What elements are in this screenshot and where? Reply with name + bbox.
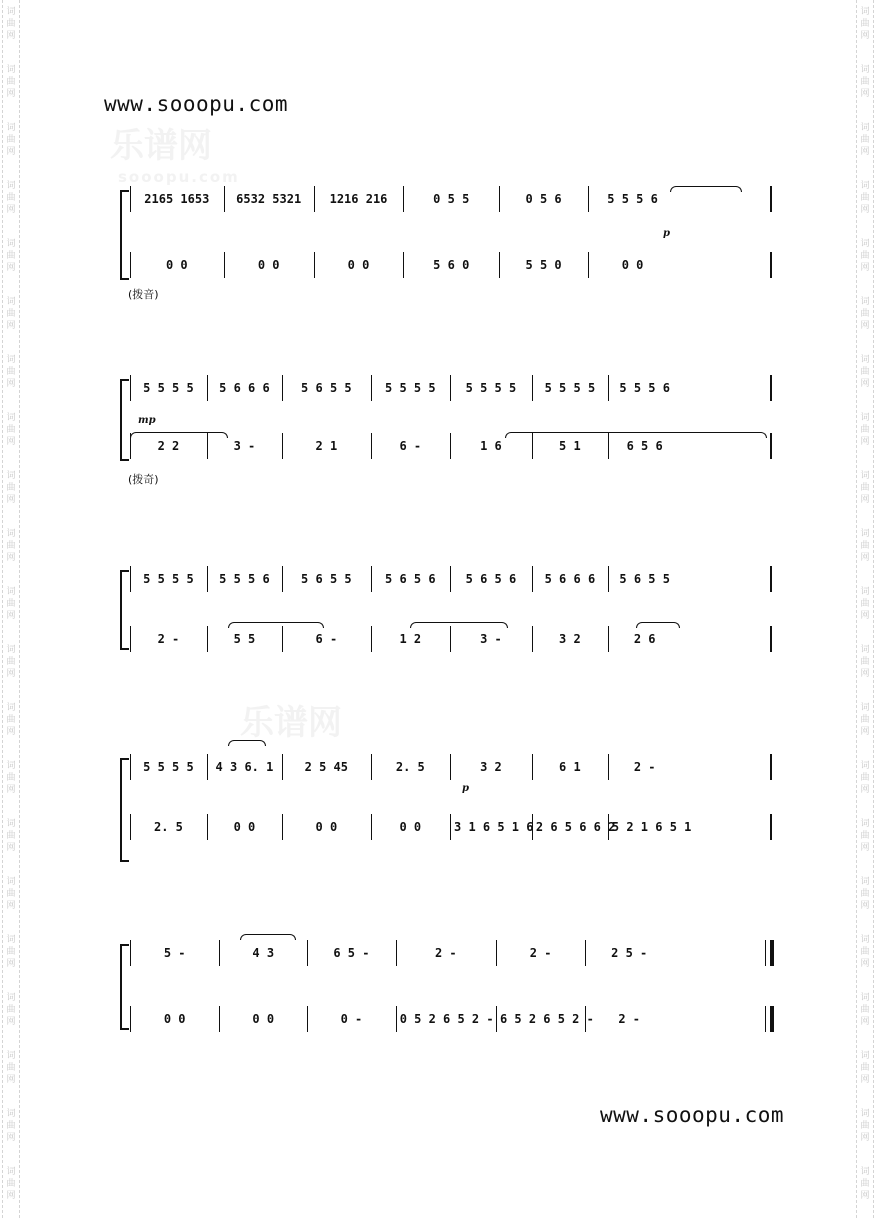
measure: 5 6 5 5 (619, 572, 670, 586)
barline (307, 940, 308, 966)
score-system (120, 940, 770, 1034)
barline (450, 754, 451, 780)
score-system (120, 566, 770, 654)
pizzicato-label: (拨音) (128, 288, 159, 301)
barline (499, 252, 500, 278)
barline (130, 626, 131, 652)
barline (130, 940, 131, 966)
measure: 4 3 (252, 946, 275, 960)
measure: 0 0 (233, 820, 256, 834)
side-watermark-text: 词 曲 网 (6, 1109, 16, 1143)
barline (130, 754, 131, 780)
measure: 3 2 (559, 632, 581, 646)
side-watermark-text: 词 曲 网 (860, 7, 870, 41)
barline (371, 375, 372, 401)
measure: 2 - (529, 946, 552, 960)
measure: 5 6 6 6 (544, 572, 596, 586)
barline (371, 814, 372, 840)
faint-watermark-sub: sooopu.com (118, 168, 240, 186)
measure: 5 5 5 5 (143, 381, 194, 395)
measure: 2. 5 (153, 820, 183, 834)
side-watermark-text: 词 曲 网 (860, 703, 870, 737)
site-url-top[interactable]: www.sooopu.com (104, 92, 289, 116)
upper-staff (130, 375, 770, 405)
barline (207, 754, 208, 780)
barline (219, 1006, 220, 1032)
barline (224, 186, 225, 212)
measure: 0 0 (257, 258, 280, 272)
upper-staff (130, 754, 770, 784)
measure: 2 - (434, 946, 457, 960)
system-brace (120, 758, 122, 862)
measure: 5 - (163, 946, 186, 960)
measure: 5 5 5 5 (143, 572, 194, 586)
measure: 5 6 5 6 (385, 572, 436, 586)
barline (307, 1006, 308, 1032)
measure: 0 5 5 (433, 192, 470, 206)
side-watermark-text: 词 曲 网 (860, 1167, 870, 1201)
faint-watermark: 乐谱网 (240, 703, 342, 743)
barline (499, 186, 500, 212)
left-watermark-column (2, 0, 20, 1218)
barline (608, 626, 609, 652)
slur (228, 622, 324, 628)
dynamic-marking: p (663, 228, 670, 239)
measure: 2 - (618, 1012, 641, 1026)
measure: 5 6 5 5 (301, 381, 352, 395)
slur (228, 740, 266, 746)
barline (403, 186, 404, 212)
measure: 2 1 (315, 439, 338, 453)
measure: 5 5 5 5 (385, 381, 436, 395)
side-watermark-text: 词 曲 网 (6, 877, 16, 911)
side-watermark-text: 词 曲 网 (6, 587, 16, 621)
measure: 5 5 5 6 (607, 192, 658, 206)
measure: 2 6 5 6 6 2 (535, 820, 616, 834)
measure: 5 5 5 6 (219, 572, 270, 586)
site-url-bottom[interactable]: www.sooopu.com (600, 1103, 785, 1127)
side-watermark-text: 词 曲 网 (860, 413, 870, 447)
barline (282, 433, 283, 459)
barline (770, 252, 772, 278)
measure: 5 5 5 5 (544, 381, 596, 395)
side-watermark-text: 词 曲 网 (6, 471, 16, 505)
system-brace (120, 570, 122, 650)
side-watermark-text: 词 曲 网 (6, 7, 16, 41)
barline (588, 186, 589, 212)
side-watermark-text: 词 曲 网 (6, 239, 16, 273)
side-watermark-text: 词 曲 网 (860, 761, 870, 795)
score-system (120, 754, 770, 866)
measure: 6 5 6 (626, 439, 663, 453)
side-watermark-text: 词 曲 网 (860, 993, 870, 1027)
barline (588, 252, 589, 278)
barline (608, 566, 609, 592)
slur (240, 934, 296, 940)
measure: 2 6 (633, 632, 656, 646)
system-brace (120, 379, 122, 461)
measure: 0 5 6 (525, 192, 562, 206)
measure: 2 2 (157, 439, 180, 453)
side-watermark-text: 词 曲 网 (6, 703, 16, 737)
measure: 3 1 6 5 1 6 (454, 820, 534, 834)
side-watermark-text: 词 曲 网 (860, 587, 870, 621)
barline (130, 252, 131, 278)
barline (371, 754, 372, 780)
side-watermark-text: 词 曲 网 (860, 181, 870, 215)
barline (371, 566, 372, 592)
barline (770, 375, 772, 401)
barline (770, 566, 772, 592)
barline (371, 433, 372, 459)
measure: 4 3 6. 1 (215, 760, 274, 774)
measure: 1 6 (480, 439, 502, 453)
barline (207, 626, 208, 652)
score-system (120, 375, 770, 465)
side-watermark-text: 词 曲 网 (6, 819, 16, 853)
right-watermark-column (856, 0, 874, 1218)
side-watermark-text: 词 曲 网 (860, 1109, 870, 1143)
side-watermark-text: 词 曲 网 (860, 471, 870, 505)
barline (532, 626, 533, 652)
barline (496, 1006, 497, 1032)
measure: 5 6 0 (433, 258, 470, 272)
barline (403, 252, 404, 278)
side-watermark-text: 词 曲 网 (6, 993, 16, 1027)
barline (496, 940, 497, 966)
barline (207, 566, 208, 592)
measure: 0 0 (252, 1012, 275, 1026)
barline (396, 1006, 397, 1032)
barline (282, 375, 283, 401)
final-barline (770, 940, 774, 966)
barline (282, 626, 283, 652)
measure: 5 5 5 5 (465, 381, 517, 395)
measure: 6 - (315, 632, 338, 646)
barline (608, 375, 609, 401)
measure: 5 5 0 (525, 258, 562, 272)
side-watermark-text: 词 曲 网 (6, 181, 16, 215)
measure: 5 1 (559, 439, 581, 453)
side-watermark-text: 词 曲 网 (6, 935, 16, 969)
barline (585, 1006, 586, 1032)
measure: 6 - (399, 439, 422, 453)
barline (450, 626, 451, 652)
system-brace (120, 944, 122, 1030)
side-watermark-text: 词 曲 网 (6, 645, 16, 679)
measure: 0 0 (347, 258, 370, 272)
measure: 0 0 (165, 258, 188, 272)
barline (532, 566, 533, 592)
measure: 5 6 5 5 (301, 572, 352, 586)
barline (396, 940, 397, 966)
measure: 5 6 6 6 (219, 381, 270, 395)
measure: 5 2 1 6 5 1 (611, 820, 692, 834)
measure: 3 - (233, 439, 256, 453)
side-watermark-text: 词 曲 网 (860, 123, 870, 157)
measure: 0 0 (621, 258, 644, 272)
pizzicato-label: (拨奇) (128, 473, 159, 486)
measure: 6532 5321 (236, 192, 302, 206)
barline (532, 375, 533, 401)
barline (450, 375, 451, 401)
side-watermark-text: 词 曲 网 (6, 65, 16, 99)
barline (585, 940, 586, 966)
slur (505, 432, 767, 438)
side-watermark-text: 词 曲 网 (860, 297, 870, 331)
final-barline (770, 1006, 774, 1032)
measure: 0 - (340, 1012, 363, 1026)
side-watermark-text: 词 曲 网 (860, 819, 870, 853)
side-watermark-text: 词 曲 网 (860, 65, 870, 99)
barline (219, 940, 220, 966)
side-watermark-text: 词 曲 网 (860, 1051, 870, 1085)
side-watermark-text: 词 曲 网 (860, 239, 870, 273)
dynamic-marking: mp (138, 415, 156, 426)
lower-staff (130, 1006, 770, 1036)
barline (450, 814, 451, 840)
barline (371, 626, 372, 652)
measure: 3 2 (480, 760, 502, 774)
barline (282, 814, 283, 840)
barline (450, 433, 451, 459)
lower-staff (130, 626, 770, 656)
side-watermark-text: 词 曲 网 (860, 355, 870, 389)
measure: 2 - (157, 632, 180, 646)
measure: 3 - (480, 632, 502, 646)
measure: 0 0 (399, 820, 422, 834)
upper-staff (130, 566, 770, 596)
measure: 0 0 (315, 820, 338, 834)
measure: 0 0 (163, 1012, 186, 1026)
slur (670, 186, 742, 192)
lower-staff (130, 814, 770, 844)
barline (770, 626, 772, 652)
side-watermark-text: 词 曲 网 (6, 297, 16, 331)
barline (224, 252, 225, 278)
barline (130, 375, 131, 401)
barline (130, 814, 131, 840)
measure: 0 5 2 6 5 2 - (399, 1012, 494, 1026)
barline (130, 1006, 131, 1032)
barline (130, 186, 131, 212)
barline (770, 814, 772, 840)
score-system (120, 186, 770, 284)
dynamic-marking: p (462, 783, 469, 794)
barline (608, 754, 609, 780)
measure: 2 5 - (611, 946, 648, 960)
side-watermark-text: 词 曲 网 (6, 123, 16, 157)
system-brace (120, 190, 122, 280)
measure: 5 5 (233, 632, 256, 646)
measure: 6 1 (559, 760, 581, 774)
barline (608, 814, 609, 840)
measure: 2. 5 (395, 760, 425, 774)
measure: 5 5 5 6 (619, 381, 670, 395)
barline (532, 814, 533, 840)
measure: 5 6 5 6 (465, 572, 517, 586)
measure: 6 5 - (333, 946, 370, 960)
barline (282, 754, 283, 780)
lower-staff (130, 252, 770, 282)
barline (314, 186, 315, 212)
barline (130, 566, 131, 592)
faint-watermark: 乐谱网 (110, 126, 212, 166)
barline (314, 252, 315, 278)
barline (770, 186, 772, 212)
slur (410, 622, 508, 628)
barline (450, 566, 451, 592)
side-watermark-text: 词 曲 网 (6, 529, 16, 563)
measure: 2 5 45 (304, 760, 349, 774)
side-watermark-text: 词 曲 网 (6, 1051, 16, 1085)
measure: 2 - (633, 760, 656, 774)
measure: 2165 1653 (144, 192, 210, 206)
side-watermark-text: 词 曲 网 (6, 1167, 16, 1201)
side-watermark-text: 词 曲 网 (6, 413, 16, 447)
barline (282, 566, 283, 592)
measure: 6 5 2 6 5 2 - (499, 1012, 594, 1026)
side-watermark-text: 词 曲 网 (860, 529, 870, 563)
measure: 1 2 (399, 632, 422, 646)
side-watermark-text: 词 曲 网 (860, 645, 870, 679)
barline (207, 375, 208, 401)
measure: 1216 216 (329, 192, 388, 206)
side-watermark-text: 词 曲 网 (860, 935, 870, 969)
side-watermark-text: 词 曲 网 (6, 761, 16, 795)
upper-staff (130, 940, 770, 970)
side-watermark-text: 词 曲 网 (6, 355, 16, 389)
slur (130, 432, 228, 438)
barline (207, 814, 208, 840)
barline (770, 754, 772, 780)
barline (532, 754, 533, 780)
slur (636, 622, 680, 628)
side-watermark-text: 词 曲 网 (860, 877, 870, 911)
measure: 5 5 5 5 (143, 760, 194, 774)
barline (770, 433, 772, 459)
